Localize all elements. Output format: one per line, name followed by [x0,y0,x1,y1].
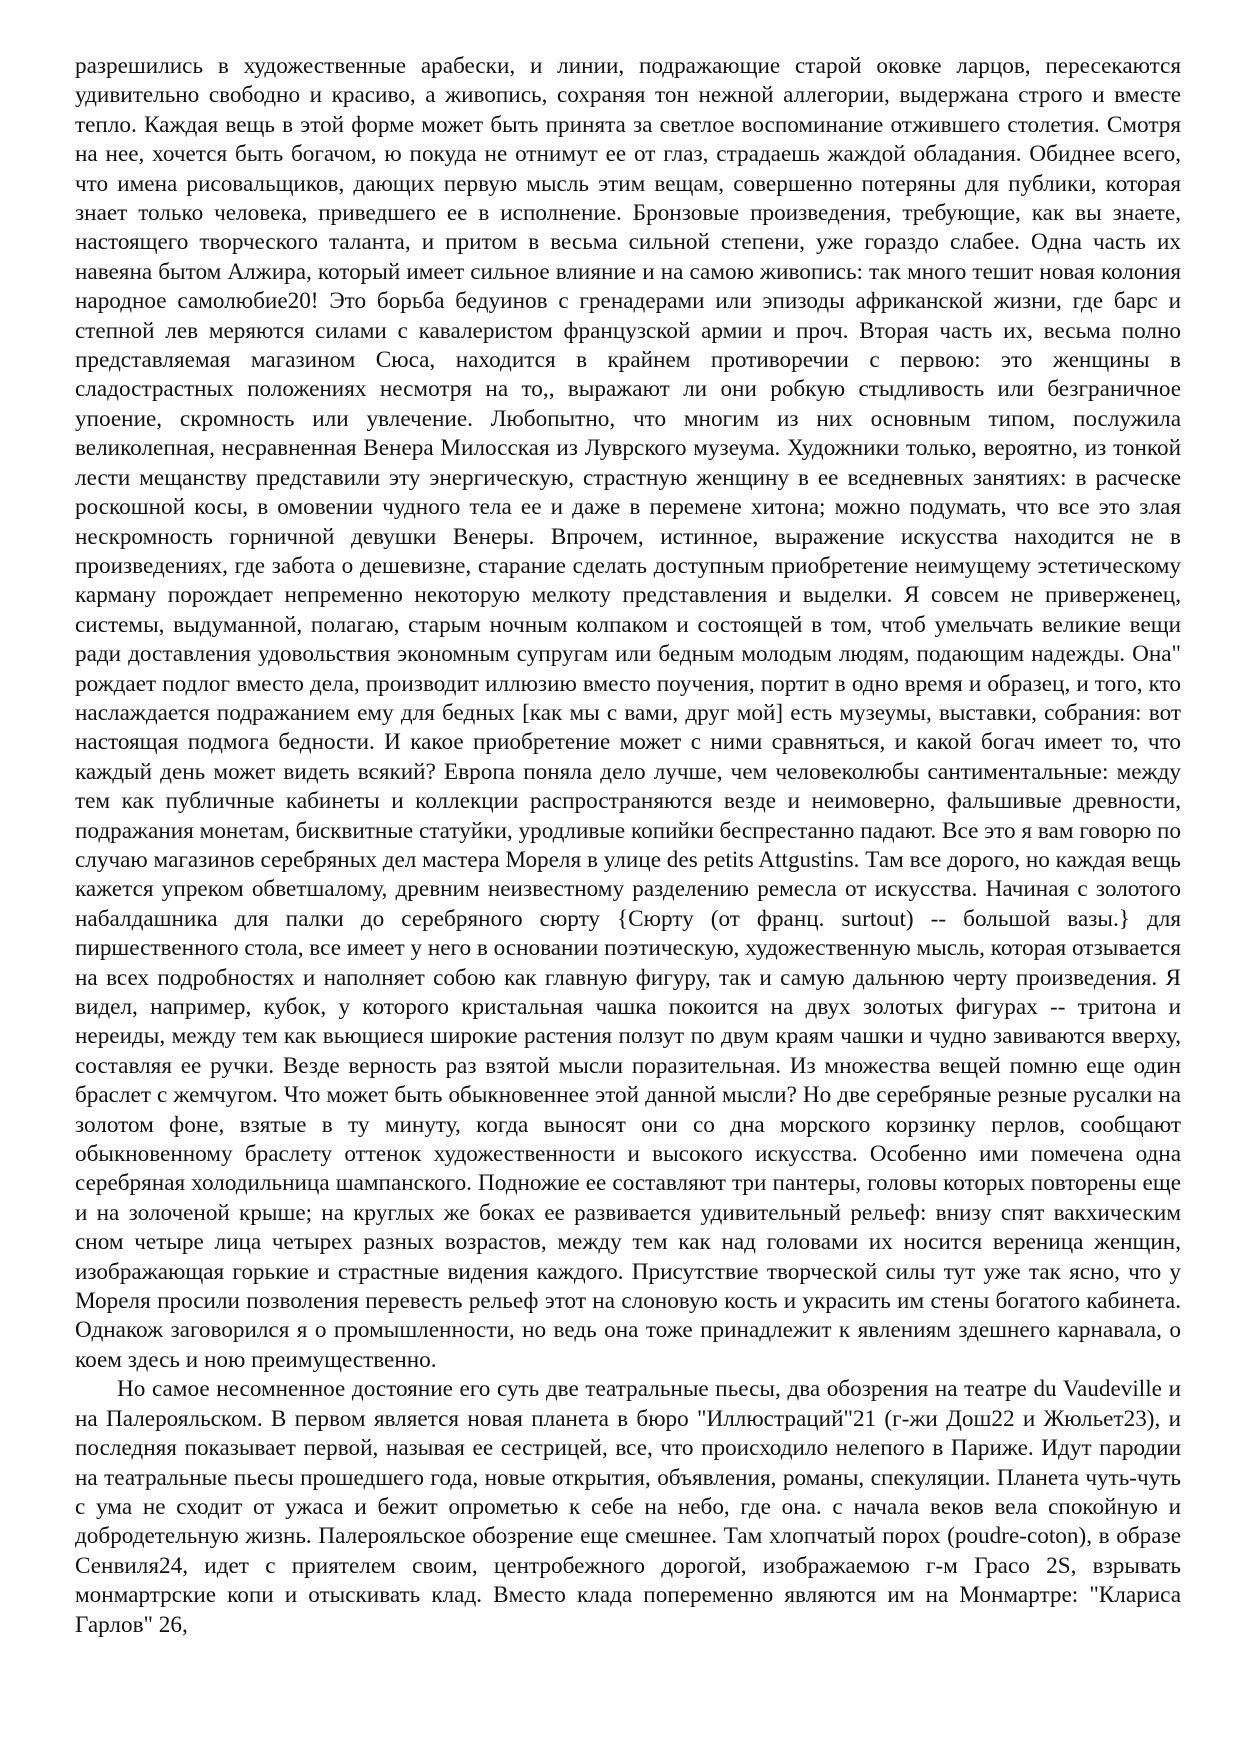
body-paragraph-2: Но самое несомненное достояние его суть две театральные пьесы, два обозрения на театре du Vaudeville и на Палерояльском. В первом является новая планета в бюро "Иллюстраций"21 (г-жи Дош22 и Жюльет23), и последняя показывает первой, называя ее сестрицей, все, что происходило нелепого в Париже. Идут пародии на театральные пьесы прошедшего года, новые открытия, объявления, романы, спекуляции. Планета чуть-чуть с ума не сходит от ужаса и бежит опрометью к себе на небо, где она. с начала веков вела спокойную и добродетельную жизнь. Палерояльское обозрение еще смешнее. Там хлопчатый порох (poudre-coton), в образе Сенвиля24, идет с приятелем своим, центробежного дорогой, изображаемою г-м Грасо 2S, взрывать монмартрские копи и отыскивать клад. Вместо клада попеременно являются им на Монмартре: "Клариса Гарлов" 26, [75,1376,1181,1638]
document-page [75,52,1181,1640]
body-paragraph-1: разрешились в художественные арабески, и линии, подражающие старой оковке ларцов, пересекаются удивительно свободно и красиво, а живопись, сохраняя тон нежной аллегории, выдержана строго и вместе тепло. Каждая вещь в этой форме может быть принята за светлое воспоминание отжившего столетия. Смотря на нее, хочется быть богачом, ю покуда не отнимут ее от глаз, страдаешь жаждой обладания. Обиднее всего, что имена рисовальщиков, дающих первую мысль этим вещам, совершенно потеряны для публики, которая знает только человека, приведшего ее в исполнение. Бронзовые произведения, требующие, как вы знаете, настоящего творческого таланта, и притом в весьма сильной степени, уже гораздо слабее. Одна часть их навеяна бытом Алжира, который имеет сильное влияние и на самою живопись: так много тешит новая колония народное самолюбие20! Это борьба бедуинов с гренадерами или эпизоды африканской жизни, где барс и степной лев меряются силами с кавалеристом французской армии и проч. Вторая часть их, весьма полно представляемая магазином Сюса, находится в крайнем противоречии с первою: это женщины в сладострастных положениях несмотря на то,, выражают ли они робкую стыдливость или безграничное упоение, скромность или увлечение. Любопытно, что многим из них основным типом, послужила великолепная, несравненная Венера Милосская из Луврского музеума. Художники только, вероятно, из тонкой лести мещанству представили эту энергическую, страстную женщину в ее вседневных занятиях: в расческе роскошной косы, в омовении чудного тела ее и даже в перемене хитона; можно подумать, что все это злая нескромность горничной девушки Венеры. Впрочем, истинное, выражение искусства находится не в произведениях, где забота о дешевизне, старание сделать доступным приобретение неимущему эстетическому карману порождает непременно некоторую мелкоту представления и выделки. Я совсем не приверженец, системы, выдуманной, полагаю, старым ночным колпаком и состоящей в том, чтоб умельчать великие вещи ради доставления удовольствия экономным супругам или бедным молодым людям, подающим надежды. Она" рождает подлог вместо дела, производит иллюзию вместо поучения, портит в одно время и образец, и того, кто наслаждается подражанием ему для бедных [как мы с вами, друг мой] есть музеумы, выставки, собрания: вот настоящая подмога бедности. И какое приобретение может с ними сравняться, и какой богач имеет то, что каждый день может видеть всякий? Европа поняла дело лучше, чем человеколюбы сантиментальные: между тем как публичные кабинеты и коллекции распространяются везде и неимоверно, фальшивые древности, подражания монетам, бисквитные статуйки, уродливые копийки беспрестанно падают. Все это я вам говорю по случаю магазинов серебряных дел мастера Мореля в улице des petits Attgustins. Там все дорого, но каждая вещь кажется упреком обветшалому, древним неизвестному разделению ремесла от искусства. Начиная с золотого набалдашника для палки до серебряного сюрту {Сюрту (от франц. surtout) -- большой вазы.} для пиршественного стола, все имеет у него в основании поэтическую, художественную мысль, которая отзывается на всех подробностях и наполняет собою как главную фигуру, так и самую дальнюю черту произведения. Я видел, например, кубок, у которого кристальная чашка покоится на двух золотых фигурах -- тритона и нереиды, между тем как вьющиеся широкие растения ползут по двум краям чашки и чудно завиваются вверху, составляя ее ручки. Везде верность раз взятой мысли поразительная. Из множества вещей помню еще один браслет с жемчугом. Что может быть обыкновеннее этой данной мысли? Но две серебряные резные русалки на золотом фоне, взятые в ту минуту, когда выносят они со дна морского корзинку перлов, сообщают обыкновенному браслету оттенок художественности и высокого искусства. Особенно ими помечена одна серебряная холодильница шампанского. Подножие ее составляют три пантеры, головы которых повторены еще и на золоченой крыше; на круглых же боках ее развивается удивительный рельеф: внизу спят вакхическим сном четыре лица четырех разных возрастов, между тем как над головами их носится вереница женщин, изображающая горькие и страстные видения каждого. Присутствие творческой силы тут уже так ясно, что у Мореля просили позволения перевесть рельеф этот на слоновую кость и украсить им стены богатого кабинета. Однакож заговорился я о промышленности, но ведь она тоже принадлежит к явлениям здешнего карнавала, о коем здесь и ною преимущественно. [75,53,1181,1373]
